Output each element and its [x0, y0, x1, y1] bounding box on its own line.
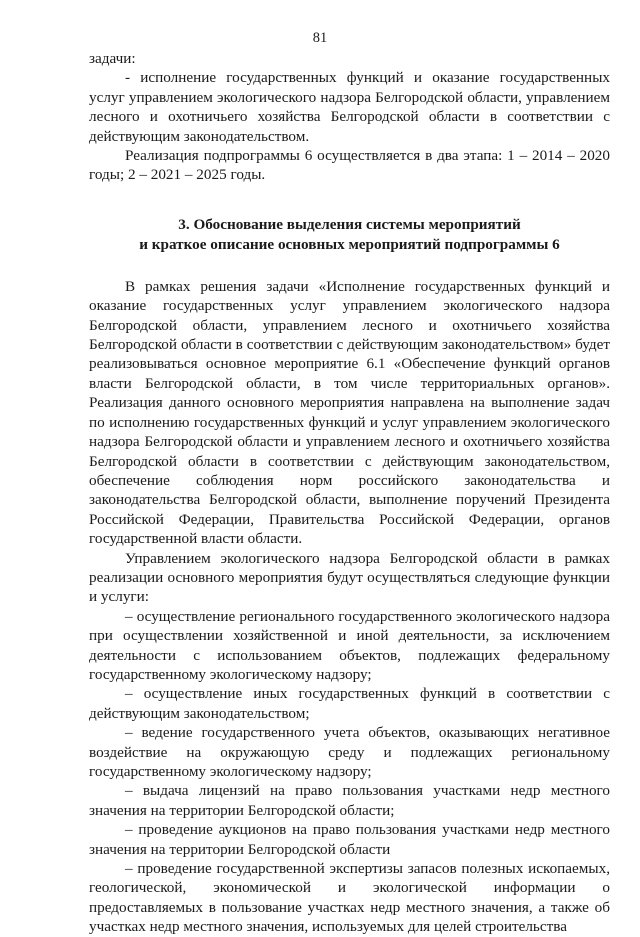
function-item-6: – проведение государственной экспертизы запасов полезных ископаемых, геологической, экономической и экологической информации о предоставляемых в пользование участках недр местного значения, а также об участках недр местного значения, используемых для целей строительства	[89, 860, 610, 936]
function-item-2: – осуществление иных государственных функций в соответствии с действующим законодательством;	[89, 685, 610, 722]
function-item-4: – выдача лицензий на право пользования участками недр местного значения на территории Белгородской области;	[89, 782, 610, 819]
document-body	[89, 49, 610, 937]
function-item-3: – ведение государственного учета объектов, оказывающих негативное воздействие на окружающую среду и подлежащих региональному государственному экологическому надзору;	[89, 724, 610, 780]
section-heading-line-1: 3. Обоснование выделения системы мероприятий	[178, 215, 521, 233]
section-heading	[89, 215, 610, 255]
section-paragraph-1: В рамках решения задачи «Исполнение государственных функций и оказание государственных услуг управлением экологического надзора Белгородской области, управлением лесного и охотничьего хозяйства Белгородской области в соответствии с действующим законодательством» будет реализовываться основное мероприятие 6.1 «Обеспечение функций органов власти Белгородской области, в том числе территориальных органов». Реализация данного основного мероприятия направлена на выполнение задач по исполнению государственных функций и услуг управлением экологического надзора Белгородской области и управлением лесного и охотничьего хозяйства Белгородской области в соответствии с действующим законодательством, обеспечение соблюдения норм российского законодательства и законодательства Белгородской области, выполнение поручений Президента Российской Федерации, Правительства Российской Федерации, органов государственной власти области.	[89, 277, 610, 548]
task-item: - исполнение государственных функций и оказание государственных услуг управлением экологического надзора Белгородской области, управлением лесного и охотничьего хозяйства Белгородской области в соответствии с действующим законодательством.	[89, 69, 610, 145]
page-number: 81	[312, 30, 328, 46]
intro-section	[89, 49, 610, 185]
functions-intro: Управлением экологического надзора Белгородской области в рамках реализации основного мероприятия будут осуществляться следующие функции и услуги:	[89, 549, 610, 606]
function-item-5: – проведение аукционов на право пользования участками недр местного значения на территории Белгородской области	[89, 821, 610, 858]
section-body	[89, 277, 610, 937]
function-item-1: – осуществление регионального государственного экологического надзора при осуществлении хозяйственной и иной деятельности, за исключением деятельности с использованием объектов, подлежащих федеральному государственному экологическому надзору;	[89, 607, 610, 683]
tasks-label: задачи:	[89, 50, 136, 67]
section-heading-line-2: и краткое описание основных мероприятий подпрограммы 6	[139, 235, 560, 253]
implementation-stages: Реализация подпрограммы 6 осуществляется в два этапа: 1 – 2014 – 2020 годы; 2 – 2021 – 2025 годы.	[89, 147, 610, 184]
